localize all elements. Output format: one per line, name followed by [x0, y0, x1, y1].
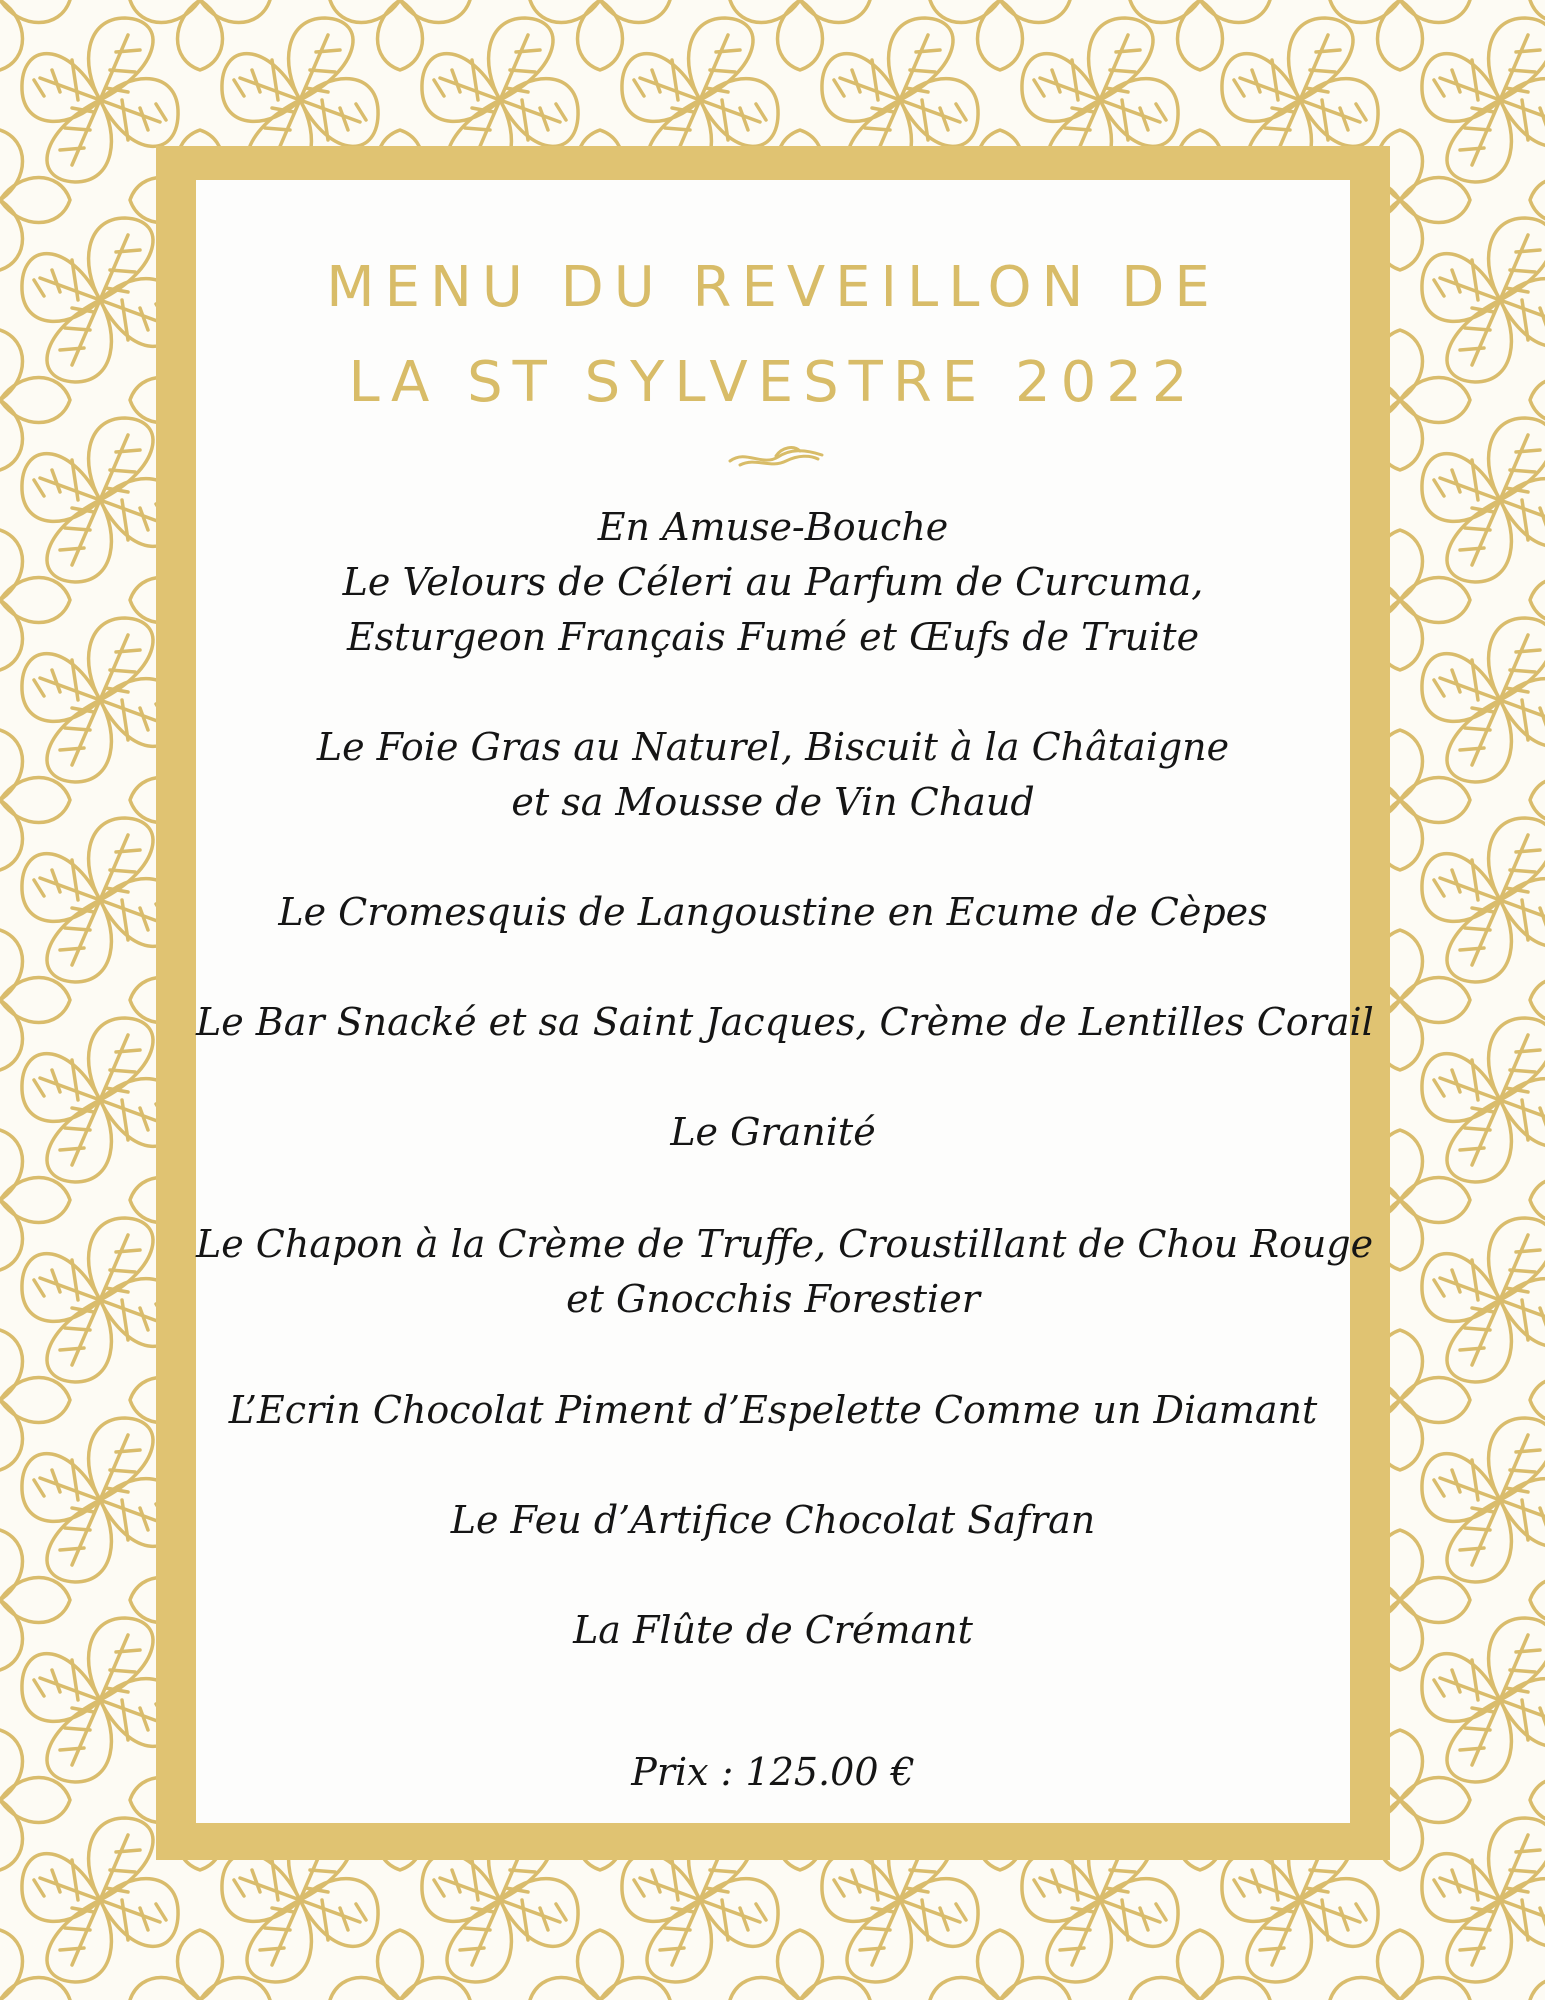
dish-velours-line1: Le Velours de Céleri au Parfum de Curcuma, — [342, 560, 1204, 604]
dish-chapon-line1: Le Chapon à la Crème de Truffe, Croustillant de Chou Rouge — [196, 1222, 1374, 1266]
menu-title-line2: LA ST SYLVESTRE 2022 — [348, 350, 1198, 415]
menu-card — [196, 180, 1374, 1823]
dish-chapon-line2: et Gnocchis Forestier — [566, 1277, 980, 1321]
dish-foie-gras-line2: et sa Mousse de Vin Chaud — [511, 780, 1035, 824]
dish-cromesquis: Le Cromesquis de Langoustine en Ecume de Cèpes — [278, 890, 1268, 934]
dish-granite: Le Granité — [670, 1110, 876, 1154]
dish-flute: La Flûte de Crémant — [573, 1608, 973, 1652]
gold-frame — [156, 146, 1390, 1860]
amuse-bouche-label: En Amuse-Bouche — [597, 505, 949, 549]
dish-bar: Le Bar Snacké et sa Saint Jacques, Crème de Lentilles Corail — [196, 1000, 1374, 1044]
swirl-ornament-icon — [726, 443, 826, 471]
menu-price: Prix : 125.00 € — [631, 1750, 915, 1794]
dish-feu-artifice: Le Feu d’Artifice Chocolat Safran — [450, 1498, 1096, 1542]
dish-ecrin: L’Ecrin Chocolat Piment d’Espelette Comme un Diamant — [228, 1388, 1318, 1432]
dish-velours-line2: Esturgeon Français Fumé et Œufs de Truite — [346, 615, 1200, 659]
menu-title-line1: MENU DU REVEILLON DE — [326, 255, 1220, 320]
dish-foie-gras-line1: Le Foie Gras au Naturel, Biscuit à la Châtaigne — [316, 725, 1230, 769]
